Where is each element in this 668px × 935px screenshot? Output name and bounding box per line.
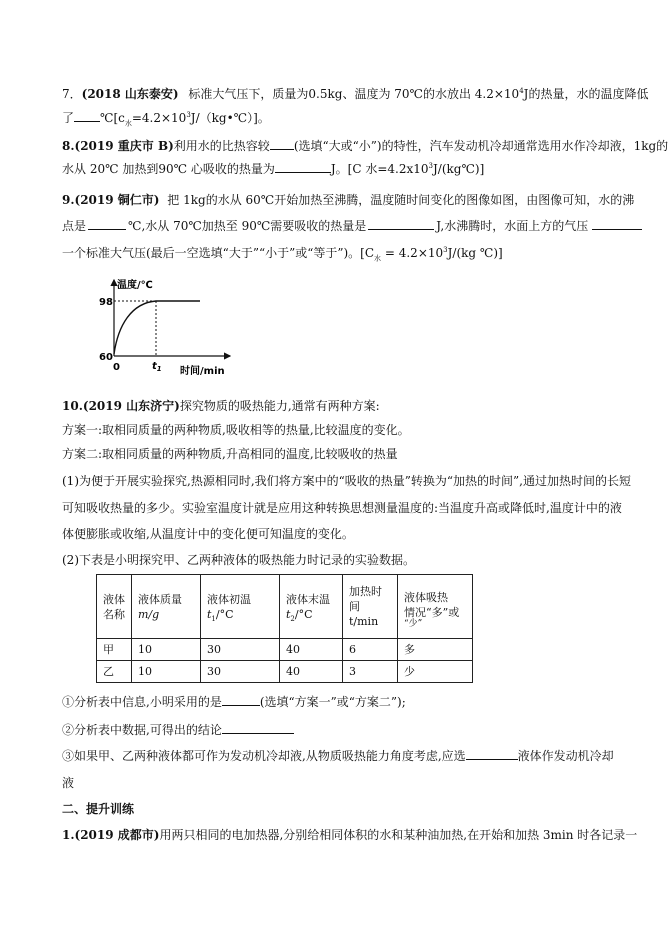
graph-t1: $t_1$: [152, 361, 162, 373]
q7-text-a: 标准大气压下，质量为0.5kg、温度为 70℃的水放出 4.2×10: [188, 87, 520, 101]
q10-intro: 探究物质的吸热能力,通常有两种方案:: [179, 399, 380, 413]
q1-text: 用两只相同的电加热器,分别给相同体积的水和某种油加热,在开始和加热 3min 时各记录一: [159, 828, 638, 842]
cell-mass: 10: [132, 639, 201, 661]
cell-t2: 40: [280, 661, 343, 683]
q8-exp-d: 3: [428, 162, 433, 170]
q10-answer-3-tail: 液: [62, 776, 75, 790]
cell-t1: 30: [201, 639, 280, 661]
th-heat-absorbed: 液体吸热 情况“多”或 “少”: [398, 575, 473, 639]
cell-name: 乙: [97, 661, 132, 683]
q7-text-d: ℃[c: [100, 111, 125, 125]
q9-sub-water: 水: [374, 254, 382, 263]
q10-answer-1: ①分析表中信息,小明采用的是 (选填“方案一”或“方案二”);: [62, 695, 406, 709]
cell-t1: 30: [201, 661, 280, 683]
q1-number: 1.: [62, 828, 75, 842]
section-2-title: 二、提升训练: [62, 802, 135, 816]
q10-part1-line1: (1)为便于开展实验探究,热源相同时,我们将方案中的“吸收的热量”转换为“加热的时间”,通过加热时间的长短: [62, 474, 631, 488]
q9-blank-1[interactable]: [88, 218, 126, 230]
graph-y-bottom: 60: [99, 352, 113, 363]
q8-line-1: [62, 138, 668, 154]
q7-line-2: [62, 110, 270, 126]
cell-time: 3: [343, 661, 398, 683]
cell-mass: 10: [132, 661, 201, 683]
graph-xlabel: 时间/min: [180, 366, 225, 377]
q9-text-b: 点是: [62, 219, 87, 233]
graph-origin: 0: [113, 362, 120, 373]
cell-t2: 40: [280, 639, 343, 661]
q8-text-d: J。[C 水=4.2x10: [330, 162, 429, 176]
graph-ylabel: 温度/℃: [117, 280, 153, 291]
q9-source: (2019 铜仁市): [74, 193, 160, 207]
th-heating-time: 加热时间 t/min: [343, 575, 398, 639]
q7-line-1: [62, 86, 648, 102]
q9-text-a: 把 1kg的水从 60℃开始加热至沸腾，温度随时间变化的图像如图，由图像可知，水的沸: [167, 193, 635, 207]
q10-plan2: 方案二:取相同质量的两种物质,升高相同的温度,比较吸收的热量: [62, 447, 398, 461]
cell-heat: 少: [398, 661, 473, 683]
q7-text-e: =4.2×10: [131, 111, 187, 125]
experiment-data-table: [96, 574, 473, 683]
q8-text-a: 利用水的比热容较: [173, 139, 270, 153]
q9-line-3: [62, 245, 503, 261]
q7-text-f: J/（kg•℃）]。: [190, 111, 270, 125]
q7-source: (2018 山东泰安): [81, 87, 179, 101]
q7-sub-water: 水: [124, 119, 132, 128]
table-row: [97, 639, 473, 661]
q7-exp-a: 4: [519, 87, 524, 95]
table-row: [97, 661, 473, 683]
q9-blank-3[interactable]: [592, 218, 642, 230]
q10-blank-2[interactable]: [222, 722, 294, 734]
table-header-row: [97, 575, 473, 639]
cell-name: 甲: [97, 639, 132, 661]
q9-text-d: J,水沸腾时，水面上方的气压: [436, 219, 589, 233]
q7-blank[interactable]: [74, 110, 100, 122]
graph-y-top: 98: [99, 297, 113, 308]
th-initial-temp: 液体初温 $t_1/^\circ C$: [201, 575, 280, 639]
q8-line-2: [62, 161, 484, 177]
cell-time: 6: [343, 639, 398, 661]
q9-line-1: [62, 192, 634, 208]
q9-text-e: 一个标准大气压(最后一空选填“大于”“小于”或“等于”)。[C: [62, 246, 375, 260]
cell-heat: 多: [398, 639, 473, 661]
q10-source: (2019 山东济宁): [82, 399, 180, 413]
q10-answer-3: ③如果甲、乙两种液体都可作为发动机冷却液,从物质吸热能力角度考虑,应选 液体作发动机冷却: [62, 749, 614, 763]
q8-text-b: (选填“大或“小”)的特性，汽车发动机冷却通常选用水作冷却液，1kg的: [293, 139, 668, 153]
temperature-time-graph: [96, 276, 236, 381]
q9-blank-2[interactable]: [368, 218, 434, 230]
th-liquid-name: 液体 名称: [97, 575, 132, 639]
q8-text-c: 水从 20℃ 加热到90℃ 心吸收的热量为: [62, 162, 275, 176]
q8-text-e: J/(kg℃)]: [432, 162, 485, 176]
q1-source: (2019 成都市): [74, 828, 160, 842]
q10-plan1: 方案一:取相同质量的两种物质,吸收相等的热量,比较温度的变化。: [62, 423, 410, 437]
q10-part1-line3: 体便膨胀或收缩,从温度计中的变化便可知温度的变化。: [62, 527, 354, 541]
th-mass: 液体质量 m/g: [132, 575, 201, 639]
q7-number: 7．: [62, 87, 82, 101]
q9-text-f: = 4.2×10: [381, 246, 444, 260]
q8-blank-2[interactable]: [275, 161, 331, 173]
q7-text-b: J的热量，水的温度降低: [523, 87, 649, 101]
th-final-temp: 液体末温 $t_2/^\circ C$: [280, 575, 343, 639]
q9-number: 9.: [62, 193, 75, 207]
q10-part1-line2: 可知吸收热量的多少。实验室温度计就是应用这种转换思想测量温度的:当温度升高或降低时,温度计中的液: [62, 501, 622, 515]
q9-text-g: J/(kg ℃)]: [447, 246, 503, 260]
q10-blank-3[interactable]: [466, 748, 518, 760]
q10-blank-1[interactable]: [222, 694, 260, 706]
q10-answer-2: ②分析表中数据,可得出的结论: [62, 722, 294, 738]
q8-source: (2019 重庆市 B): [74, 139, 174, 153]
q9-exp-f: 3: [443, 246, 448, 254]
q7-exp-e: 3: [186, 111, 191, 119]
q10-part2: (2)下表是小明探究甲、乙两种液体的吸热能力时记录的实验数据。: [62, 553, 416, 567]
q10-number: 10.: [62, 399, 83, 413]
q10-line-intro: [62, 398, 380, 414]
q1-line-1: [62, 827, 637, 843]
q7-text-c: 了: [62, 111, 75, 125]
q8-blank-1[interactable]: [270, 138, 294, 150]
graph-curve: [114, 301, 200, 354]
q8-number: 8.: [62, 139, 75, 153]
q9-line-2: [62, 218, 642, 234]
q9-text-c: ℃,水从 70℃加热至 90℃需要吸收的热量是: [128, 219, 367, 233]
